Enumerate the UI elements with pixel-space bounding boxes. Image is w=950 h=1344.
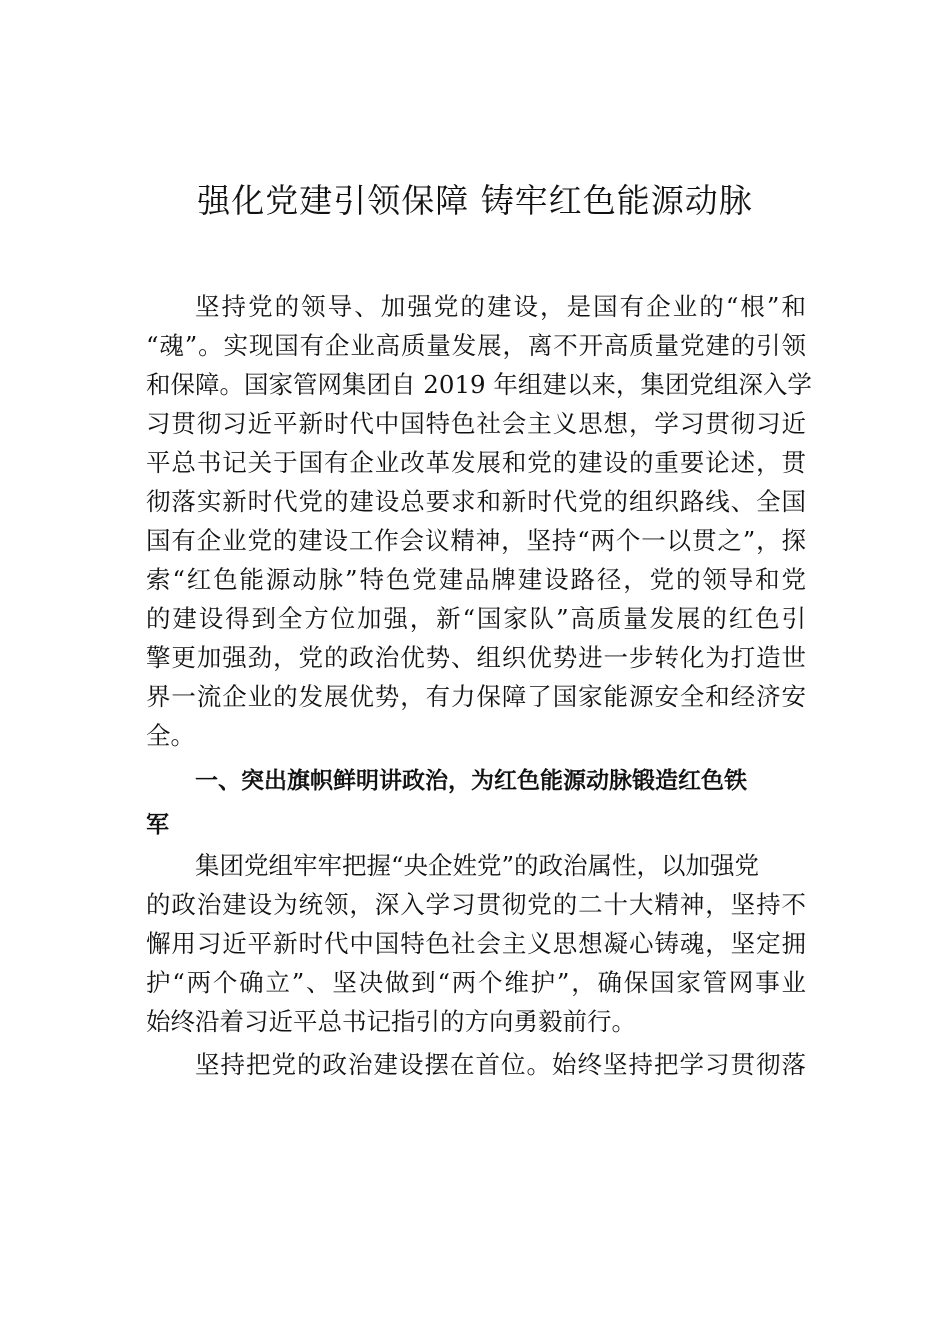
paragraph-line: 的建设得到全方位加强，新“国家队”高质量发展的红色引 — [146, 604, 806, 633]
paragraph-line: 懈用习近平新时代中国特色社会主义思想凝心铸魂，坚定拥 — [146, 929, 806, 958]
paragraph-line: 始终沿着习近平总书记指引的方向勇毅前行。 — [146, 1007, 636, 1036]
paragraph-line: 坚持把党的政治建设摆在首位。始终坚持把学习贯彻落 — [195, 1050, 806, 1079]
paragraph-line: 集团党组牢牢把握“央企姓党”的政治属性，以加强党 — [195, 851, 760, 880]
paragraph-line: 索“红色能源动脉”特色党建品牌建设路径，党的领导和党 — [146, 565, 806, 594]
paragraph-line: 界一流企业的发展优势，有力保障了国家能源安全和经济安 — [146, 682, 806, 711]
section-heading-line: 军 — [146, 812, 169, 838]
paragraph-line: 国有企业党的建设工作会议精神，坚持“两个一以贯之”，探 — [146, 526, 806, 555]
paragraph-line: 和保障。国家管网集团自 2019 年组建以来，集团党组深入学 — [146, 370, 812, 399]
section-heading-line: 一、突出旗帜鲜明讲政治，为红色能源动脉锻造红色铁 — [195, 768, 747, 794]
document-title: 强化党建引领保障 铸牢红色能源动脉 — [197, 181, 753, 220]
paragraph-line: 坚持党的领导、加强党的建设，是国有企业的“根”和 — [195, 292, 806, 321]
paragraph-line: 的政治建设为统领，深入学习贯彻党的二十大精神，坚持不 — [146, 890, 806, 919]
paragraph-line: 平总书记关于国有企业改革发展和党的建设的重要论述，贯 — [146, 448, 806, 477]
paragraph-line: 彻落实新时代党的建设总要求和新时代党的组织路线、全国 — [146, 487, 806, 516]
paragraph-line: 习贯彻习近平新时代中国特色社会主义思想，学习贯彻习近 — [146, 409, 806, 438]
paragraph-line: 全。 — [146, 721, 195, 750]
paragraph-line: 护“两个确立”、坚决做到“两个维护”，确保国家管网事业 — [146, 968, 806, 997]
paragraph-line: 擎更加强劲，党的政治优势、组织优势进一步转化为打造世 — [146, 643, 806, 672]
paragraph-line: “魂”。实现国有企业高质量发展，离不开高质量党建的引领 — [146, 331, 806, 360]
